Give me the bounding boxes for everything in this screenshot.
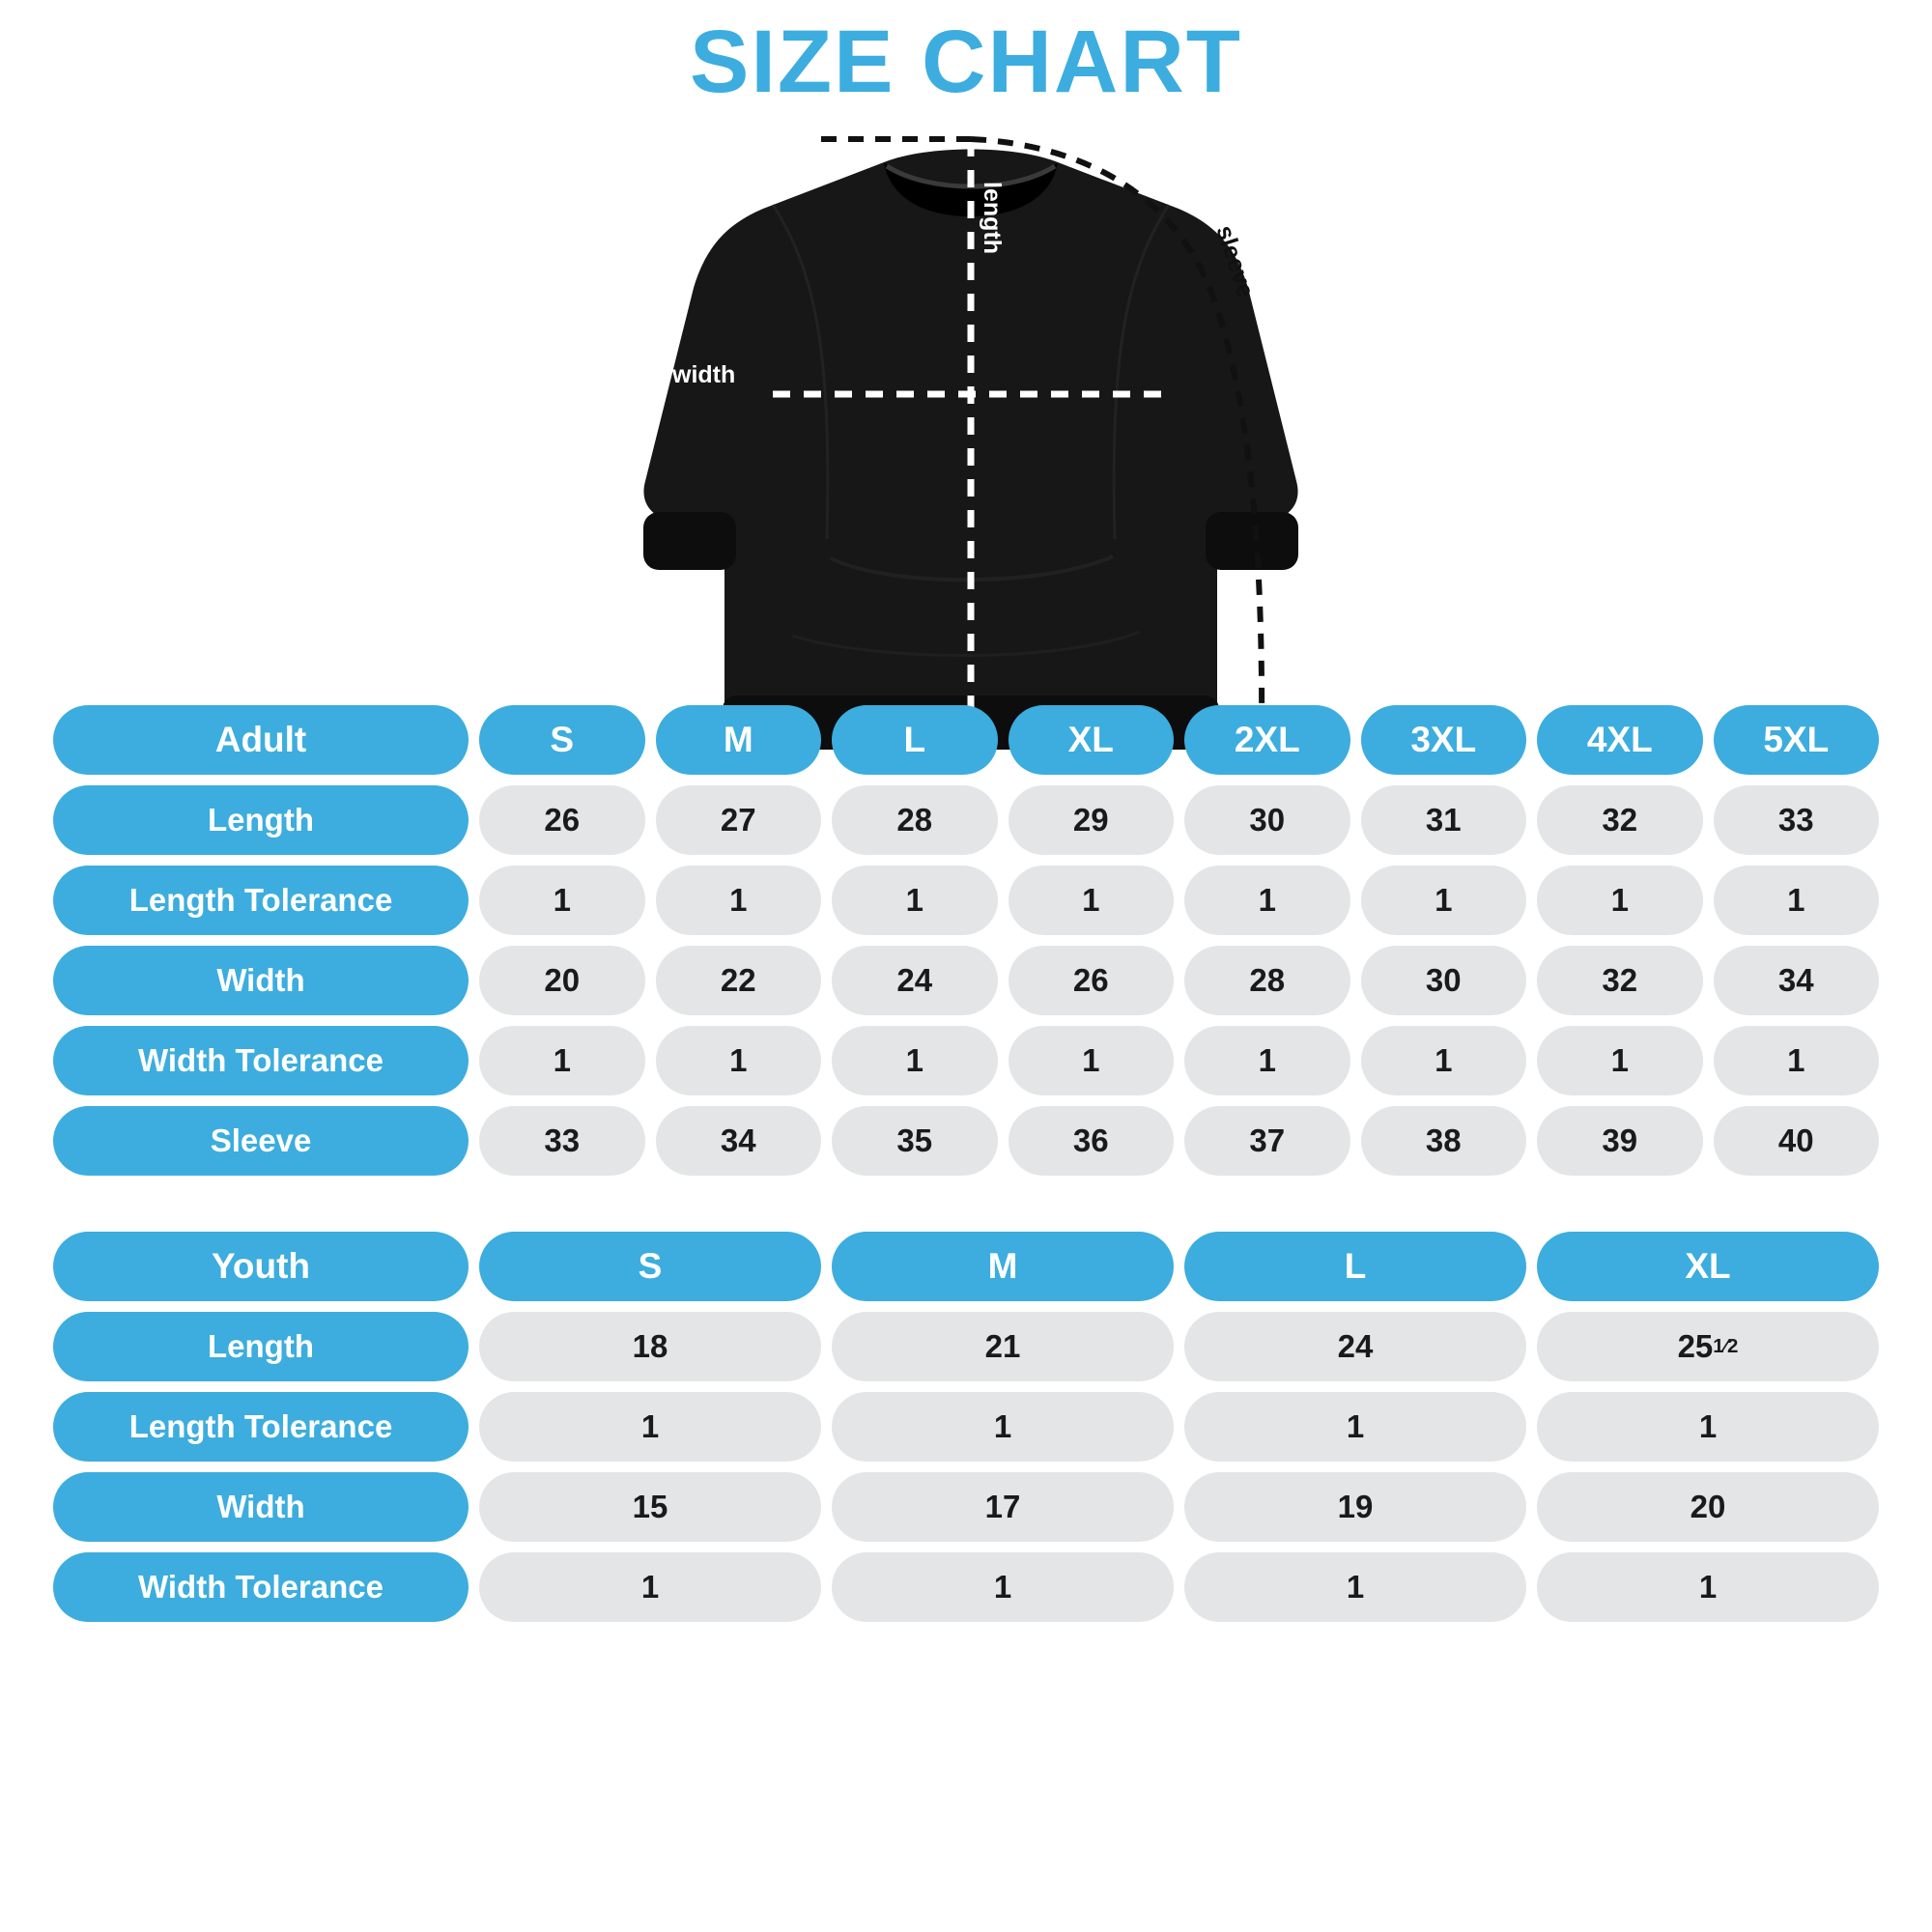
table-cell: 34 bbox=[1714, 946, 1880, 1015]
adult-size-table bbox=[53, 705, 1879, 1186]
table-cell-fraction bbox=[1537, 1312, 1879, 1381]
adult-size-xl: XL bbox=[1009, 705, 1175, 775]
table-row bbox=[53, 1312, 1879, 1381]
table-cell: 1 bbox=[1184, 1392, 1526, 1462]
table-cell: 1 bbox=[832, 1552, 1174, 1622]
adult-size-2xl: 2XL bbox=[1184, 705, 1350, 775]
table-cell: 19 bbox=[1184, 1472, 1526, 1542]
row-label-width: Width bbox=[53, 1472, 469, 1542]
table-cell: 37 bbox=[1184, 1106, 1350, 1176]
table-row bbox=[53, 1026, 1879, 1095]
page-title: SIZE CHART bbox=[690, 13, 1242, 111]
adult-size-m: M bbox=[656, 705, 822, 775]
adult-size-4xl: 4XL bbox=[1537, 705, 1703, 775]
youth-size-m: M bbox=[832, 1232, 1174, 1301]
table-cell: 32 bbox=[1537, 785, 1703, 855]
table-cell: 1 bbox=[1714, 866, 1880, 935]
table-cell: 1 bbox=[479, 1026, 645, 1095]
length-measure-label: length bbox=[979, 182, 1006, 254]
table-cell: 20 bbox=[1537, 1472, 1879, 1542]
table-cell: 1 bbox=[1009, 866, 1175, 935]
table-cell: 24 bbox=[832, 946, 998, 1015]
adult-size-l: L bbox=[832, 705, 998, 775]
table-row bbox=[53, 1552, 1879, 1622]
table-cell: 18 bbox=[479, 1312, 821, 1381]
width-measure-label: width bbox=[672, 361, 736, 388]
garment-illustration bbox=[0, 114, 1932, 790]
table-cell: 35 bbox=[832, 1106, 998, 1176]
row-label-length: Length bbox=[53, 1312, 469, 1381]
table-cell: 1 bbox=[1184, 1026, 1350, 1095]
youth-size-table bbox=[53, 1232, 1879, 1633]
table-cell: 34 bbox=[656, 1106, 822, 1176]
sweatshirt-graphic bbox=[638, 133, 1304, 771]
table-header-row bbox=[53, 1232, 1879, 1301]
table-cell: 38 bbox=[1361, 1106, 1527, 1176]
youth-xl-length-value: 25 bbox=[1677, 1328, 1714, 1364]
table-cell: 22 bbox=[656, 946, 822, 1015]
row-label-width-tolerance: Width Tolerance bbox=[53, 1026, 469, 1095]
table-cell: 1 bbox=[1361, 1026, 1527, 1095]
table-cell: 1 bbox=[479, 1552, 821, 1622]
table-cell: 15 bbox=[479, 1472, 821, 1542]
table-cell: 1 bbox=[832, 866, 998, 935]
table-row bbox=[53, 785, 1879, 855]
table-cell: 20 bbox=[479, 946, 645, 1015]
table-row bbox=[53, 866, 1879, 935]
adult-size-5xl: 5XL bbox=[1714, 705, 1880, 775]
table-cell: 1 bbox=[832, 1026, 998, 1095]
table-cell: 17 bbox=[832, 1472, 1174, 1542]
table-cell: 1 bbox=[1009, 1026, 1175, 1095]
table-cell: 1 bbox=[1184, 1552, 1526, 1622]
table-cell: 1 bbox=[1184, 866, 1350, 935]
table-cell: 40 bbox=[1714, 1106, 1880, 1176]
table-row bbox=[53, 1392, 1879, 1462]
youth-size-l: L bbox=[1184, 1232, 1526, 1301]
sleeve-measure-label: sleeve bbox=[1210, 222, 1260, 301]
table-cell: 1 bbox=[1537, 1552, 1879, 1622]
table-cell: 1 bbox=[656, 866, 822, 935]
table-cell: 1 bbox=[479, 866, 645, 935]
row-label-length: Length bbox=[53, 785, 469, 855]
table-cell: 1 bbox=[1537, 1392, 1879, 1462]
row-label-sleeve: Sleeve bbox=[53, 1106, 469, 1176]
table-cell: 21 bbox=[832, 1312, 1174, 1381]
table-cell: 24 bbox=[1184, 1312, 1526, 1381]
table-cell: 1 bbox=[656, 1026, 822, 1095]
table-cell: 28 bbox=[832, 785, 998, 855]
table-cell: 1 bbox=[1714, 1026, 1880, 1095]
youth-size-xl: XL bbox=[1537, 1232, 1879, 1301]
adult-size-3xl: 3XL bbox=[1361, 705, 1527, 775]
table-cell: 36 bbox=[1009, 1106, 1175, 1176]
table-cell: 30 bbox=[1361, 946, 1527, 1015]
row-label-width: Width bbox=[53, 946, 469, 1015]
sweatshirt-svg bbox=[638, 133, 1304, 771]
adult-size-s: S bbox=[479, 705, 645, 775]
row-label-length-tolerance: Length Tolerance bbox=[53, 866, 469, 935]
row-label-length-tolerance: Length Tolerance bbox=[53, 1392, 469, 1462]
table-row bbox=[53, 1106, 1879, 1176]
table-cell: 1 bbox=[1537, 1026, 1703, 1095]
table-cell: 39 bbox=[1537, 1106, 1703, 1176]
table-cell: 33 bbox=[479, 1106, 645, 1176]
table-cell: 30 bbox=[1184, 785, 1350, 855]
youth-header-label: Youth bbox=[53, 1232, 469, 1301]
table-cell: 26 bbox=[1009, 946, 1175, 1015]
table-cell: 1 bbox=[1537, 866, 1703, 935]
table-row bbox=[53, 1472, 1879, 1542]
table-cell: 29 bbox=[1009, 785, 1175, 855]
table-cell: 1 bbox=[832, 1392, 1174, 1462]
fraction-half: 1⁄2 bbox=[1713, 1335, 1739, 1357]
table-cell: 32 bbox=[1537, 946, 1703, 1015]
table-cell: 33 bbox=[1714, 785, 1880, 855]
table-header-row bbox=[53, 705, 1879, 775]
adult-header-label: Adult bbox=[53, 705, 469, 775]
table-cell: 28 bbox=[1184, 946, 1350, 1015]
youth-size-s: S bbox=[479, 1232, 821, 1301]
table-cell: 1 bbox=[479, 1392, 821, 1462]
table-cell: 1 bbox=[1361, 866, 1527, 935]
table-cell: 26 bbox=[479, 785, 645, 855]
table-cell: 27 bbox=[656, 785, 822, 855]
table-cell: 31 bbox=[1361, 785, 1527, 855]
table-row bbox=[53, 946, 1879, 1015]
row-label-width-tolerance: Width Tolerance bbox=[53, 1552, 469, 1622]
